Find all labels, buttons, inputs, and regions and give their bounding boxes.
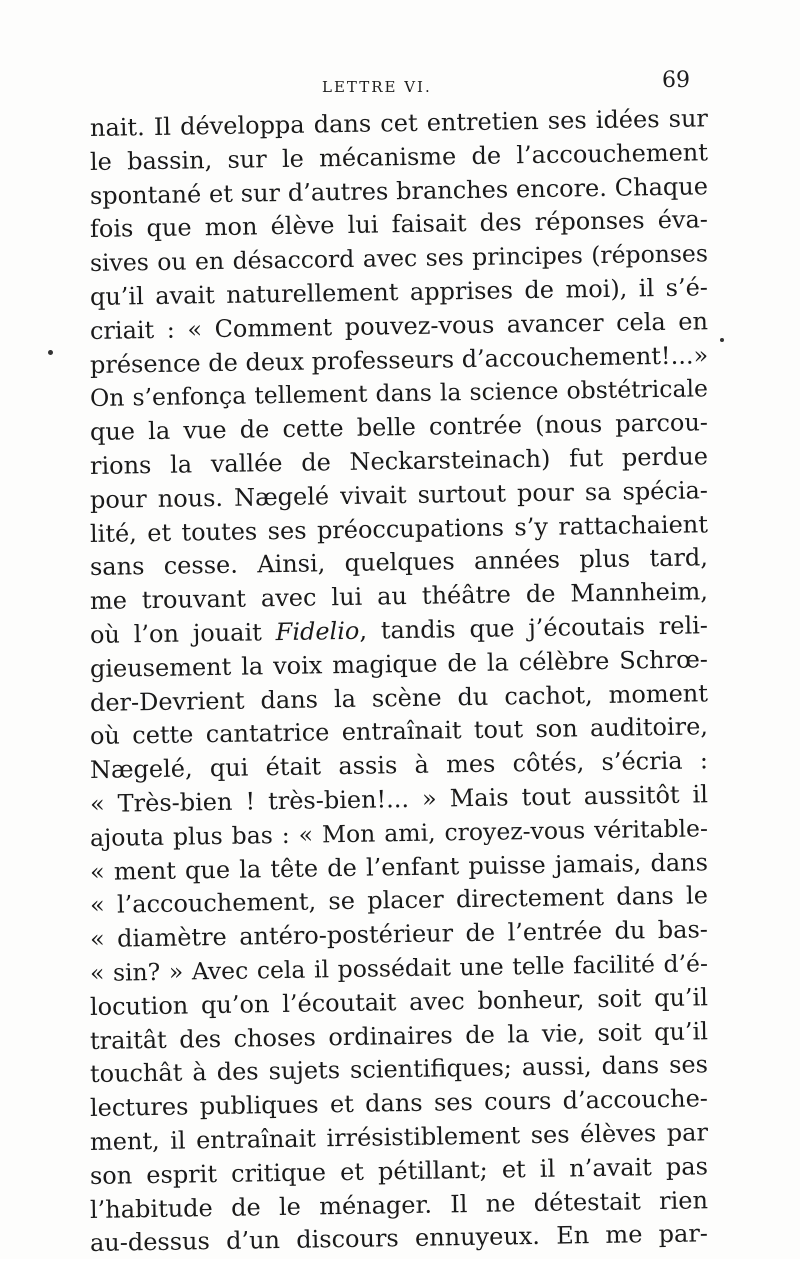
text-line: « l’accouchement, se placer directement dans le	[89, 881, 709, 920]
text-line: On s’enfonça tellement dans la science obstétricale	[89, 374, 709, 413]
text-line: sives ou en désaccord avec ses principes (réponses	[89, 239, 709, 278]
text-line: ment, il entraînait irrésistiblement ses élèves par	[89, 1118, 709, 1156]
text-line: qu’il avait naturellement apprises de moi), il s’é-	[89, 273, 709, 311]
text-line: ajouta plus bas : « Mon ami, croyez-vous véritable-	[89, 814, 709, 852]
text-line: touchât à des sujets scientifiques; aussi, dans ses	[89, 1050, 709, 1089]
text-fragment: où l’on jouait	[89, 618, 263, 649]
margin-mark	[48, 350, 53, 355]
text-line: que la vue de cette belle contrée (nous parcou-	[89, 408, 709, 447]
text-line: le bassin, sur le mécanisme de l’accouchement	[89, 138, 709, 176]
running-head: LETTRE VI.	[322, 78, 432, 96]
text-line: nait. Il développa dans cet entretien ses idées sur	[89, 104, 709, 142]
text-line: locution qu’on l’écoutait avec bonheur, soit qu’il	[89, 983, 709, 1021]
text-line: où cette cantatrice entraînait tout son auditoire,	[89, 712, 709, 751]
text-line: « sin? » Avec cela il possédait une telle facilité d’é-	[89, 949, 709, 987]
text-line: gieusement la voix magique de la célèbre Schrœ-	[89, 645, 709, 683]
page-number: 69	[662, 68, 690, 93]
text-line: spontané et sur d’autres branches encore. Chaque	[89, 171, 709, 210]
text-line: son esprit critique et pétillant; et il n’avait pas	[89, 1151, 709, 1190]
text-line: l’habitude de le ménager. Il ne détestait rien	[89, 1185, 709, 1224]
text-line: der-Devrient dans la scène du cachot, moment	[89, 678, 709, 717]
text-line: présence de deux professeurs d’accouchement!...»	[89, 340, 709, 379]
margin-mark-right	[720, 338, 724, 342]
text-line: au-dessus d’un discours ennuyeux. En me par-	[89, 1219, 709, 1258]
text-line: lectures publiques et dans ses cours d’accouche-	[89, 1084, 709, 1123]
text-line: criait : « Comment pouvez-vous avancer cela en	[89, 307, 709, 345]
text-line: me trouvant avec lui au théâtre de Mannheim,	[89, 577, 709, 616]
text-line: sans cesse. Ainsi, quelques années plus tard,	[89, 543, 709, 582]
text-fragment: , tandis que j’écoutais reli-	[359, 611, 709, 645]
text-line: Nægelé, qui était assis à mes côtés, s’écria :	[89, 746, 709, 785]
italic-title: Fidelio	[275, 616, 360, 647]
text-line: fois que mon élève lui faisait des réponses éva-	[89, 205, 709, 244]
text-line: « ment que la tête de l’enfant puisse jamais, dans	[89, 847, 709, 886]
text-line: traitât des choses ordinaires de la vie, soit qu’il	[89, 1016, 709, 1055]
text-line: « Très-bien ! très-bien!... » Mais tout aussitôt il	[89, 780, 709, 818]
text-line: « diamètre antéro-postérieur de l’entrée du bas-	[89, 915, 709, 954]
text-line: rions la vallée de Neckarsteinach) fut perdue	[89, 442, 709, 480]
page-header	[88, 68, 708, 104]
text-line: lité, et toutes ses préoccupations s’y rattachaient	[89, 509, 709, 548]
text-line: pour nous. Nægelé vivait surtout pour sa spécia-	[89, 476, 709, 514]
body-text	[89, 104, 709, 1261]
